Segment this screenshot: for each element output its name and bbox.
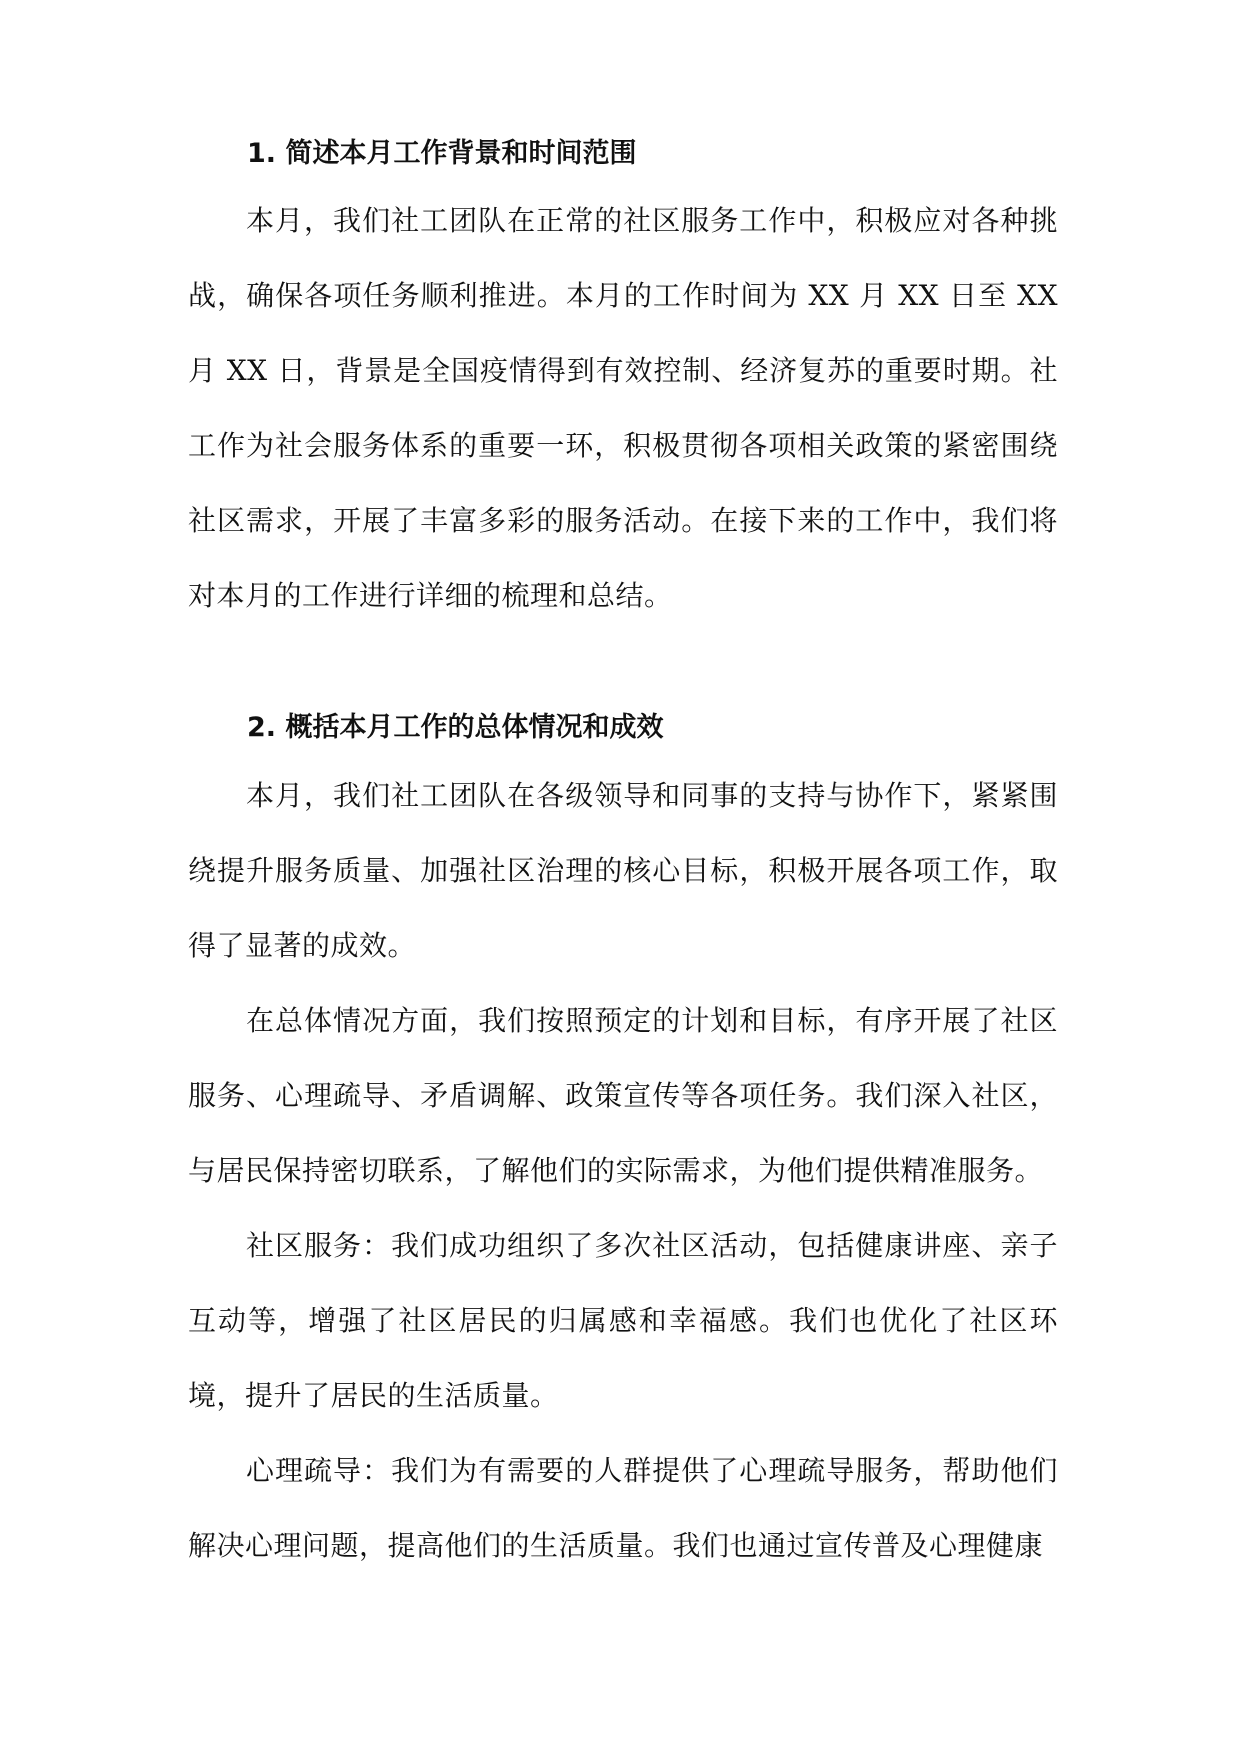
section-2-paragraph-1: 本月，我们社工团队在各级领导和同事的支持与协作下，紧紧围绕提升服务质量、加强社区治理的核心目标，积极开展各项工作，取得了显著的成效。 (188, 779, 1058, 962)
section-2-paragraph-3: 社区服务：我们成功组织了多次社区活动，包括健康讲座、亲子互动等，增强了社区居民的归属感和幸福感。我们也优化了社区环境，提升了居民的生活质量。 (188, 1229, 1058, 1412)
section-2-heading: 2. 概括本月工作的总体情况和成效 (247, 712, 664, 743)
section-2-paragraph-2: 在总体情况方面，我们按照预定的计划和目标，有序开展了社区服务、心理疏导、矛盾调解、政策宣传等各项任务。我们深入社区，与居民保持密切联系，了解他们的实际需求，为他们提供精准服务。 (188, 1004, 1058, 1187)
section-1-heading: 1. 简述本月工作背景和时间范围 (247, 138, 637, 169)
section-2-paragraph-4: 心理疏导：我们为有需要的人群提供了心理疏导服务，帮助他们解决心理问题，提高他们的生活质量。我们也通过宣传普及心理健康 (188, 1454, 1058, 1562)
section-1-paragraph-1: 本月，我们社工团队在正常的社区服务工作中，积极应对各种挑战，确保各项任务顺利推进。本月的工作时间为 XX 月 XX 日至 XX 月 XX 日，背景是全国疫情得到有效控制、经济复苏的重要时期。社工作为社会服务体系的重要一环，积极贯彻各项相关政策的紧密围绕社区需求，开展了丰富多彩的服务活动。在接下来的工作中，我们将对本月的工作进行详细的梳理和总结。 (188, 204, 1058, 612)
